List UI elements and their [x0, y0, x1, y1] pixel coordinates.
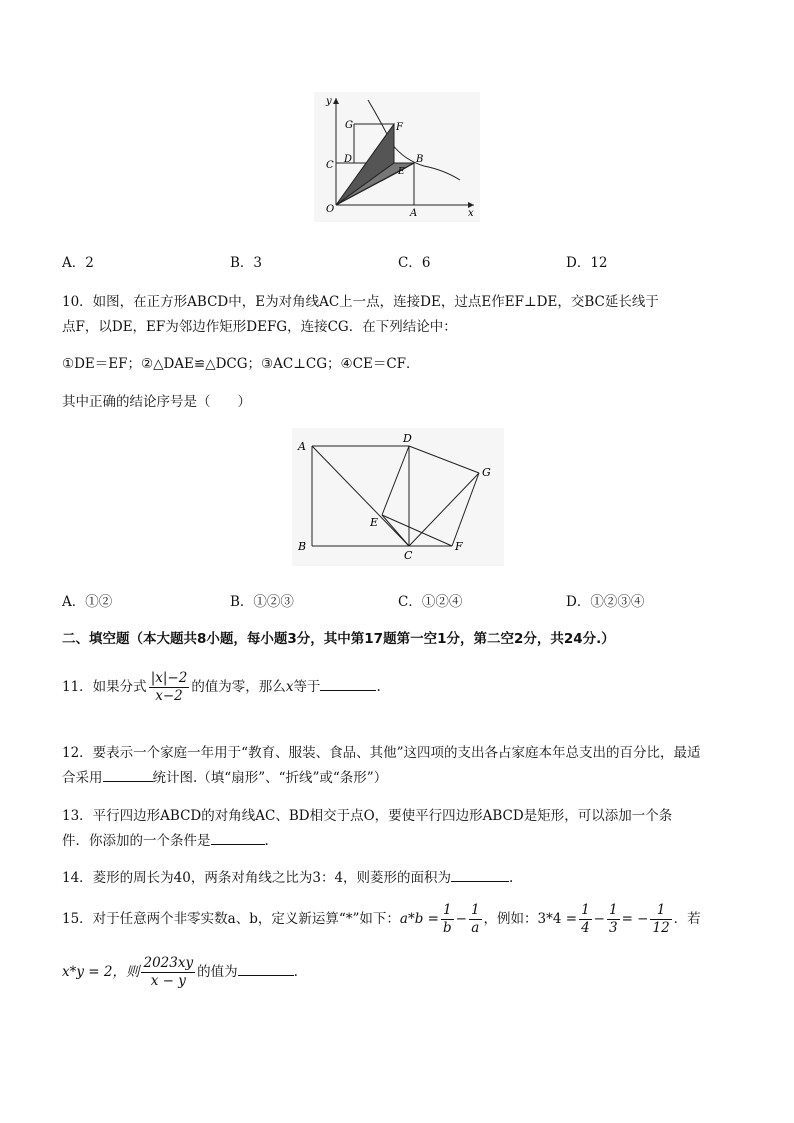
q9-option-b: B．3 [230, 255, 263, 271]
q11-fraction [149, 670, 190, 705]
q11-var: x [285, 679, 294, 695]
label-B: B [298, 540, 307, 553]
label-D: D [403, 432, 412, 445]
q15-e2-den: 3 [608, 920, 618, 936]
q14-text: 14．菱形的周长为40，两条对角线之比为3：4，则菱形的面积为 [62, 870, 452, 886]
q10-option-c: C．①②④ [398, 594, 463, 610]
q15-frac-1 [441, 902, 454, 937]
q9-option-d: D．12 [566, 255, 608, 271]
q12-answer-blank[interactable] [103, 769, 153, 782]
q15-line2b: 的值为 [197, 964, 238, 980]
q13-line1: 13．平行四边形ABCD的对角线AC、BD相交于点O，要使平行四边形ABCD是矩形，可以添加一个条 [62, 808, 673, 824]
q15-e3-den: 12 [652, 920, 670, 936]
q11-suffix-a: 的值为零，那么 [191, 679, 286, 695]
q10-line2: 点F，以DE，EF为邻边作矩形DEFG，连接CG．在下列结论中： [62, 319, 457, 335]
q15-minus: − [455, 911, 467, 927]
q15-frac-2 [469, 902, 482, 937]
q15-example: ，例如：3*4 = [483, 911, 578, 927]
q15-f3-den: x − y [150, 973, 186, 989]
label-F: F [455, 540, 463, 553]
q11-prefix: 11．如果分式 [62, 679, 147, 695]
q13-line2a: 件．你添加的一个条件是 [62, 833, 211, 849]
label-G: G [482, 466, 491, 479]
q15-frac-e1 [579, 902, 592, 937]
label-G: G [345, 120, 353, 131]
q15-f2-num: 1 [470, 902, 480, 918]
figure-q9 [314, 92, 480, 222]
q15-line2end: . [293, 964, 298, 980]
q15-e1-den: 4 [581, 920, 590, 936]
q15-frac-e3 [650, 902, 671, 937]
q13-line2b: . [264, 833, 269, 849]
q10-option-a: A．①② [62, 594, 113, 610]
label-E: E [370, 516, 379, 529]
q15-frac-3 [141, 955, 195, 990]
q15-e1-num: 1 [581, 902, 590, 918]
q15-line2a: x*y = 2，则 [62, 964, 140, 980]
q15-answer-blank[interactable] [238, 963, 294, 976]
q11-num: |x|−2 [150, 670, 188, 686]
q10-line3: ①DE＝EF；②△DAE≌△DCG；③AC⊥CG；④CE＝CF． [62, 356, 420, 372]
q12-line2b: 统计图.（填“扇形”、“折线”或“条形”） [152, 770, 388, 786]
label-C: C [404, 549, 413, 562]
q15-frac-e2 [607, 902, 620, 937]
label-E: E [398, 167, 405, 177]
q11 [62, 670, 381, 705]
label-B: B [416, 154, 424, 165]
q10-option-d: D．①②③④ [566, 594, 645, 610]
q11-suffix-b: 等于 [293, 679, 321, 695]
q15-line2 [62, 955, 298, 990]
figure-q10-svg [292, 428, 504, 566]
q9-option-c: C．6 [398, 255, 431, 271]
q10-option-b: B．①②③ [230, 594, 294, 610]
q10-line4: 其中正确的结论序号是（ ） [62, 394, 251, 410]
q15-minus-2: − [593, 911, 605, 927]
q11-answer-blank[interactable] [320, 678, 376, 691]
label-C: C [326, 160, 334, 171]
q13-line2 [62, 829, 269, 849]
q15-eq: = − [621, 911, 649, 927]
label-F: F [396, 122, 403, 133]
q12-line2 [62, 766, 387, 786]
q12-line2a: 合采用 [62, 770, 103, 786]
q11-den: x−2 [155, 688, 183, 704]
label-A: A [298, 440, 306, 453]
q15-end: ．若 [673, 911, 701, 927]
q14 [62, 866, 513, 886]
q10-line1: 10．如图，在正方形ABCD中，E为对角线AC上一点，连接DE，过点E作EF⊥DE，交BC延长线于 [62, 294, 659, 310]
figure-q10 [292, 428, 504, 566]
q15-line1 [62, 902, 701, 937]
q12-line1: 12．要表示一个家庭一年用于“教育、服装、食品、其他”这四项的支出各占家庭本年总支出的百分比，最适 [62, 745, 701, 761]
figure-q9-svg [314, 92, 480, 222]
label-D: D [344, 154, 353, 165]
q13-answer-blank[interactable] [211, 832, 265, 845]
label-A: A [410, 208, 418, 219]
label-x: x [468, 208, 474, 219]
q15-expr-lhs: a*b = [399, 911, 439, 927]
q15-e3-num: 1 [650, 902, 671, 920]
label-y: y [326, 96, 332, 107]
q14-answer-blank[interactable] [451, 869, 509, 882]
q15-text-a: 15．对于任意两个非零实数a、b，定义新运算“*”如下： [62, 911, 400, 927]
q9-option-a: A．2 [62, 255, 94, 271]
section-2-heading: 二、填空题（本大题共8小题，每小题3分，其中第17题第一空1分，第二空2分，共24分.） [62, 631, 615, 647]
label-O: O [326, 204, 335, 215]
q15-f1-den: b [442, 920, 452, 936]
q15-f3-num: 2023xy [143, 955, 194, 971]
q15-f2-den: a [471, 920, 480, 936]
q14-end: . [509, 870, 514, 886]
q15-f1-num: 1 [441, 902, 454, 920]
q11-end: . [376, 679, 381, 695]
q15-e2-num: 1 [608, 902, 618, 918]
